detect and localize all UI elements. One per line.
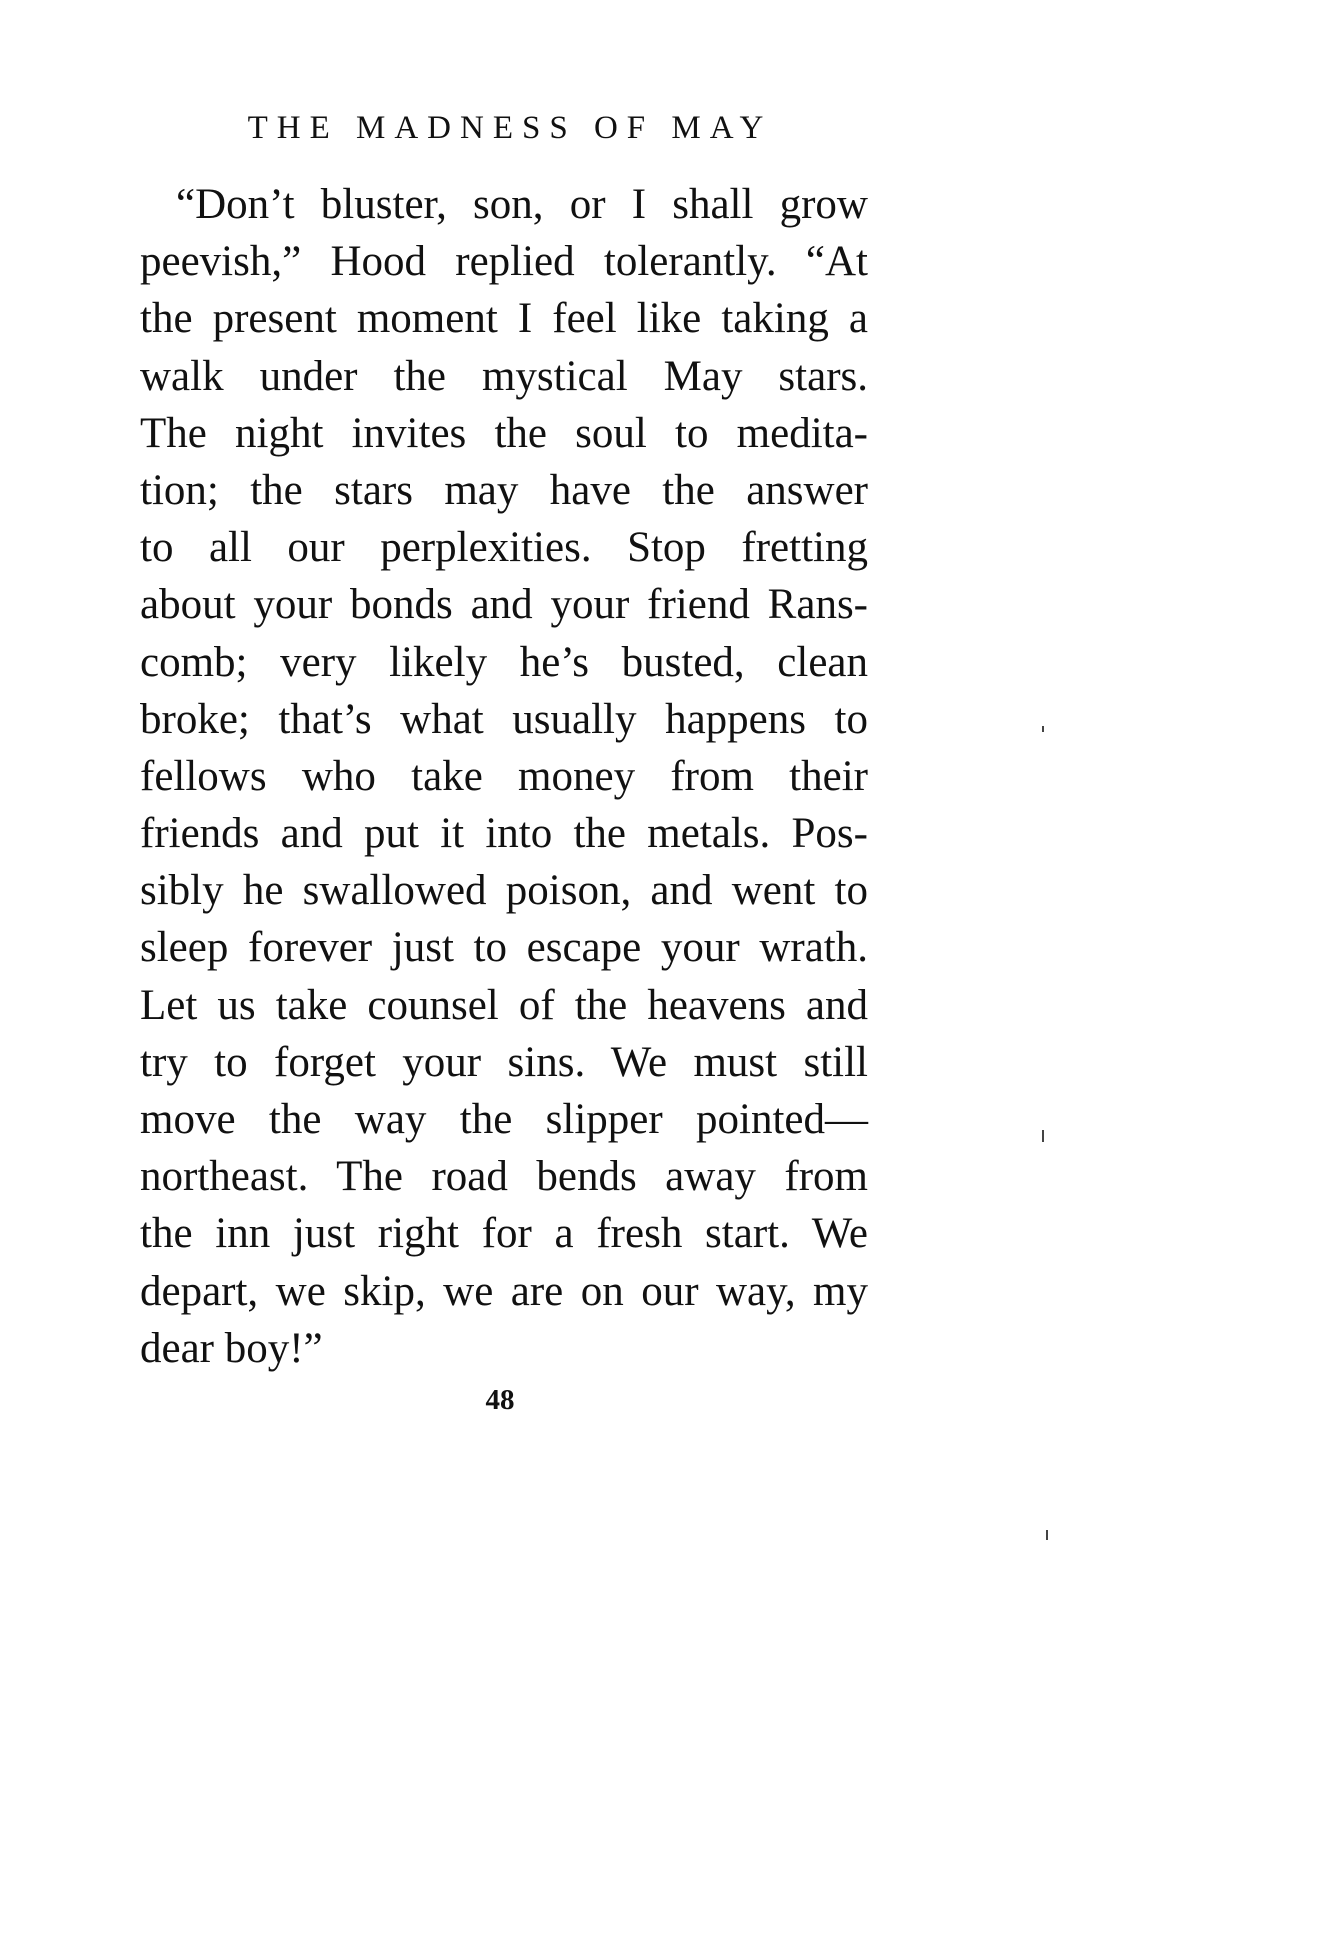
text-line: sleep forever just to escape your wrath.: [140, 924, 868, 972]
text-line: depart, we skip, we are on our way, my: [140, 1267, 868, 1315]
text-line: peevish,” Hood replied tolerantly. “At: [140, 238, 868, 286]
text-line: Let us take counsel of the heavens and: [140, 981, 868, 1029]
text-line: tion; the stars may have the answer: [140, 466, 868, 514]
text-line: dear boy!”: [140, 1324, 323, 1372]
text-line: broke; that’s what usually happens to: [140, 695, 868, 743]
text-line: “Don’t bluster, son, or I shall grow: [176, 181, 868, 228]
text-line: walk under the mystical May stars.: [140, 352, 868, 400]
text-line: move the way the slipper pointed—: [140, 1096, 868, 1143]
text-line: friends and put it into the metals. Pos-: [140, 810, 868, 858]
text-line: The night invites the soul to medita-: [140, 409, 868, 457]
text-line: try to forget your sins. We must still: [140, 1038, 868, 1086]
text-line: comb; very likely he’s busted, clean: [140, 638, 868, 686]
text-line: to all our perplexities. Stop fretting: [140, 524, 868, 572]
scan-mark: [1046, 1530, 1048, 1540]
scan-mark: [1042, 1130, 1044, 1142]
page-number: 48: [485, 1384, 515, 1416]
text-line: the inn just right for a fresh start. We: [140, 1210, 868, 1258]
text-line: sibly he swallowed poison, and went to: [140, 867, 868, 915]
scan-mark: [1042, 726, 1044, 732]
running-header: THE MADNESS OF MAY: [247, 110, 773, 146]
text-line: the present moment I feel like taking a: [140, 295, 868, 343]
text-line: about your bonds and your friend Rans-: [140, 581, 868, 629]
text-line: northeast. The road bends away from: [140, 1153, 868, 1201]
body-text: [140, 176, 868, 1377]
text-line: fellows who take money from their: [140, 752, 868, 800]
